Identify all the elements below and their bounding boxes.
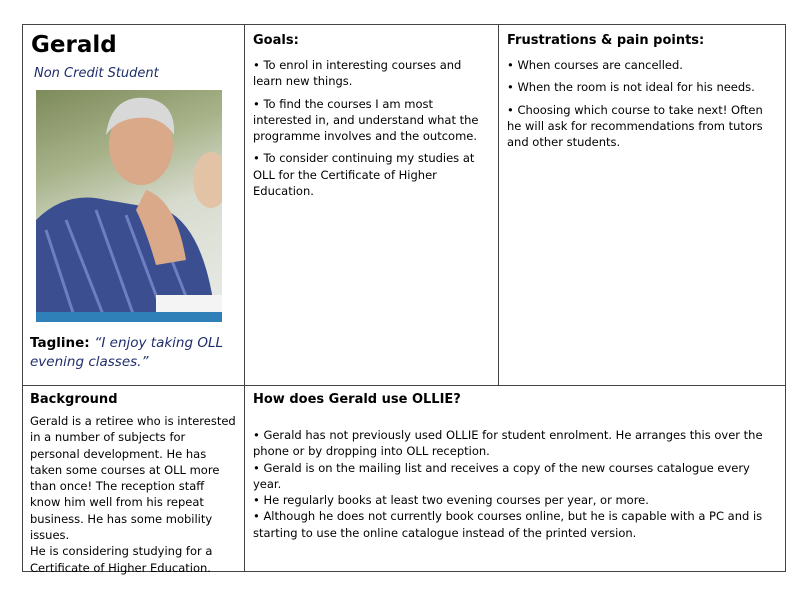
goal-item: • To enrol in interesting courses and learn new things. [253, 58, 462, 89]
background-heading: Background [30, 392, 118, 407]
persona-photo [36, 90, 222, 322]
background-text: Gerald is a retiree who is interested in a number of subjects for personal development. He has taken some courses at OLL more than once! The reception staff know him well from his repeat business. He has some mobility issues. [30, 414, 236, 543]
frustrations-section [507, 33, 779, 156]
background-text: He is considering studying for a Certificate of Higher Education. [30, 544, 213, 575]
usage-item: • Gerald has not previously used OLLIE for student enrolment. He arranges this over the phone or by dropping into OLL reception. [253, 428, 763, 459]
frustration-item: • Choosing which course to take next! Often he will ask for recommendations from tutors and other students. [507, 102, 763, 150]
goals-section [253, 33, 493, 205]
persona-name: Gerald [31, 32, 117, 58]
tagline-quote: “I enjoy taking OLL evening classes.” [30, 335, 224, 370]
persona-role: Non Credit Student [34, 66, 159, 81]
usage-section [253, 392, 773, 541]
persona-tagline: Tagline: “I enjoy taking OLL evening classes.” [30, 335, 224, 370]
frustration-item: • When courses are cancelled. [507, 58, 683, 72]
divider [244, 24, 245, 572]
goal-item: • To consider continuing my studies at OLL for the Certificate of Higher Education. [253, 151, 475, 199]
usage-item: • Although he does not currently book courses online, but he is capable with a PC and is starting to use the online catalogue instead of the printed version. [253, 509, 763, 540]
tagline-label: Tagline [30, 335, 85, 351]
goals-heading: Goals: [253, 33, 299, 48]
divider [498, 24, 499, 386]
divider [22, 385, 786, 386]
usage-heading: How does Gerald use OLLIE? [253, 392, 461, 407]
usage-item: • He regularly books at least two evening courses per year, or more. [253, 493, 649, 508]
usage-item: • Gerald is on the mailing list and receives a copy of the new courses catalogue every year. [253, 460, 750, 491]
frustration-item: • When the room is not ideal for his needs. [507, 80, 755, 95]
goal-item: • To find the courses I am most interested in, and understand what the programme involves and the outcome. [253, 96, 479, 144]
frustrations-heading: Frustrations & pain points: [507, 33, 705, 48]
background-section [30, 392, 238, 576]
